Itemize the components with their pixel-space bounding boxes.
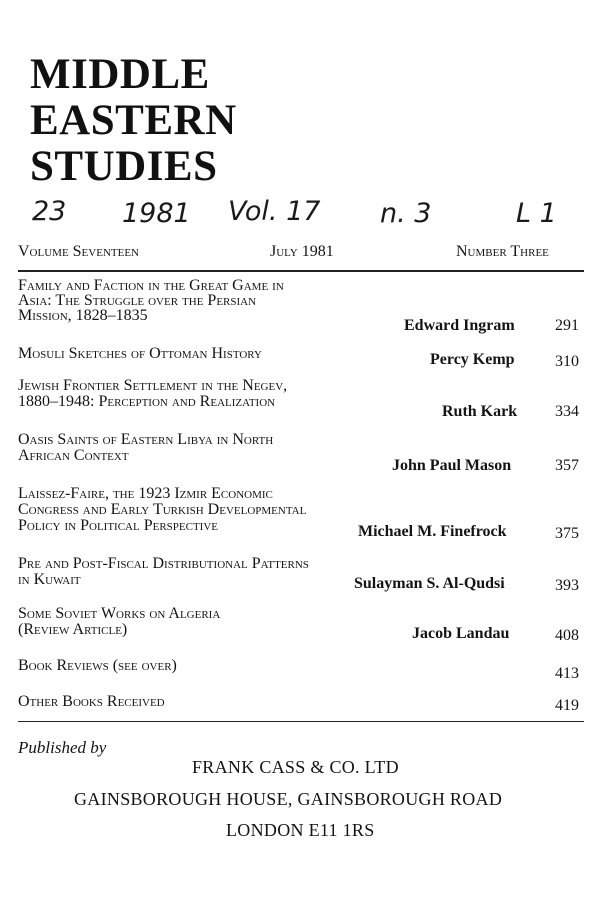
entry-author: Sulayman S. Al-Qudsi bbox=[354, 575, 505, 592]
entry-title-line: Book Reviews (see over) bbox=[18, 657, 177, 674]
entry-title-line: Asia: The Struggle over the Persian bbox=[18, 292, 257, 309]
handwritten-note-part: n. 3 bbox=[380, 198, 432, 229]
published-by-label: Published by bbox=[18, 738, 107, 757]
entry-page: 413 bbox=[555, 665, 579, 682]
contents-entry bbox=[18, 606, 584, 646]
entry-author: Michael M. Finefrock bbox=[358, 523, 507, 540]
publisher-address: GAINSBOROUGH HOUSE, GAINSBOROUGH ROAD bbox=[74, 789, 503, 809]
handwritten-note-part: 23 bbox=[32, 196, 67, 227]
entry-title-line: Policy in Political Perspective bbox=[18, 517, 219, 534]
contents-entry bbox=[18, 556, 584, 596]
entry-page: 310 bbox=[555, 353, 579, 370]
issue-date-text: July 1981 bbox=[270, 243, 334, 260]
header-rule bbox=[18, 270, 584, 272]
issue-volume: Volume Seventeen bbox=[18, 243, 139, 260]
entry-title-line: Jewish Frontier Settlement in the Negev, bbox=[18, 377, 288, 394]
footer-rule bbox=[18, 721, 584, 722]
entry-author: John Paul Mason bbox=[392, 457, 512, 474]
entry-page: 291 bbox=[555, 317, 579, 334]
issue-date bbox=[270, 243, 334, 261]
contents-entry bbox=[18, 694, 584, 716]
publisher-name: FRANK CASS & CO. LTD bbox=[192, 757, 399, 777]
contents-entry bbox=[18, 486, 584, 542]
contents-entry bbox=[18, 432, 584, 472]
entry-page: 375 bbox=[555, 525, 579, 542]
entry-page: 419 bbox=[555, 697, 579, 714]
title-line: STUDIES bbox=[30, 143, 218, 190]
entry-page: 408 bbox=[555, 627, 579, 644]
entry-title-line: in Kuwait bbox=[18, 571, 81, 588]
publisher-city: LONDON E11 1RS bbox=[226, 820, 375, 840]
handwritten-note-part: Vol. 17 bbox=[228, 196, 321, 227]
journal-title bbox=[30, 52, 237, 190]
entry-title-line: Mosuli Sketches of Ottoman History bbox=[18, 345, 262, 362]
entry-title-line: Family and Faction in the Great Game in bbox=[18, 277, 284, 294]
entry-title-line: Laissez-Faire, the 1923 Izmir Economic bbox=[18, 485, 273, 502]
entry-title-line: African Context bbox=[18, 447, 129, 464]
entry-title-line: Other Books Received bbox=[18, 693, 165, 710]
contents-entry bbox=[18, 658, 584, 682]
entry-page: 393 bbox=[555, 577, 579, 594]
entry-title-line: Pre and Post-Fiscal Distributional Patterns bbox=[18, 555, 309, 572]
handwritten-catalog-note bbox=[30, 190, 600, 230]
entry-title-line: Congress and Early Turkish Developmental bbox=[18, 501, 307, 518]
title-line: MIDDLE bbox=[30, 51, 210, 98]
contents-entry bbox=[18, 345, 584, 370]
entry-author: Jacob Landau bbox=[412, 625, 510, 642]
entry-title-line: 1880–1948: Perception and Realization bbox=[18, 393, 276, 410]
entry-author: Ruth Kark bbox=[442, 403, 518, 420]
entry-title-line: Oasis Saints of Eastern Libya in North bbox=[18, 431, 274, 448]
title-line: EASTERN bbox=[30, 97, 237, 144]
entry-page: 334 bbox=[555, 403, 579, 420]
entry-author: Percy Kemp bbox=[430, 351, 515, 368]
entry-author: Edward Ingram bbox=[404, 317, 515, 334]
contents-entry bbox=[18, 278, 584, 338]
entry-title-line: (Review Article) bbox=[18, 621, 128, 638]
entry-page: 357 bbox=[555, 457, 579, 474]
handwritten-note-part: L 1 bbox=[516, 198, 557, 229]
issue-number: Number Three bbox=[456, 243, 549, 260]
handwritten-note-part: 1981 bbox=[122, 198, 191, 229]
entry-title-line: Some Soviet Works on Algeria bbox=[18, 605, 221, 622]
entry-title-line: Mission, 1828–1835 bbox=[18, 307, 148, 324]
contents-entry bbox=[18, 378, 584, 418]
